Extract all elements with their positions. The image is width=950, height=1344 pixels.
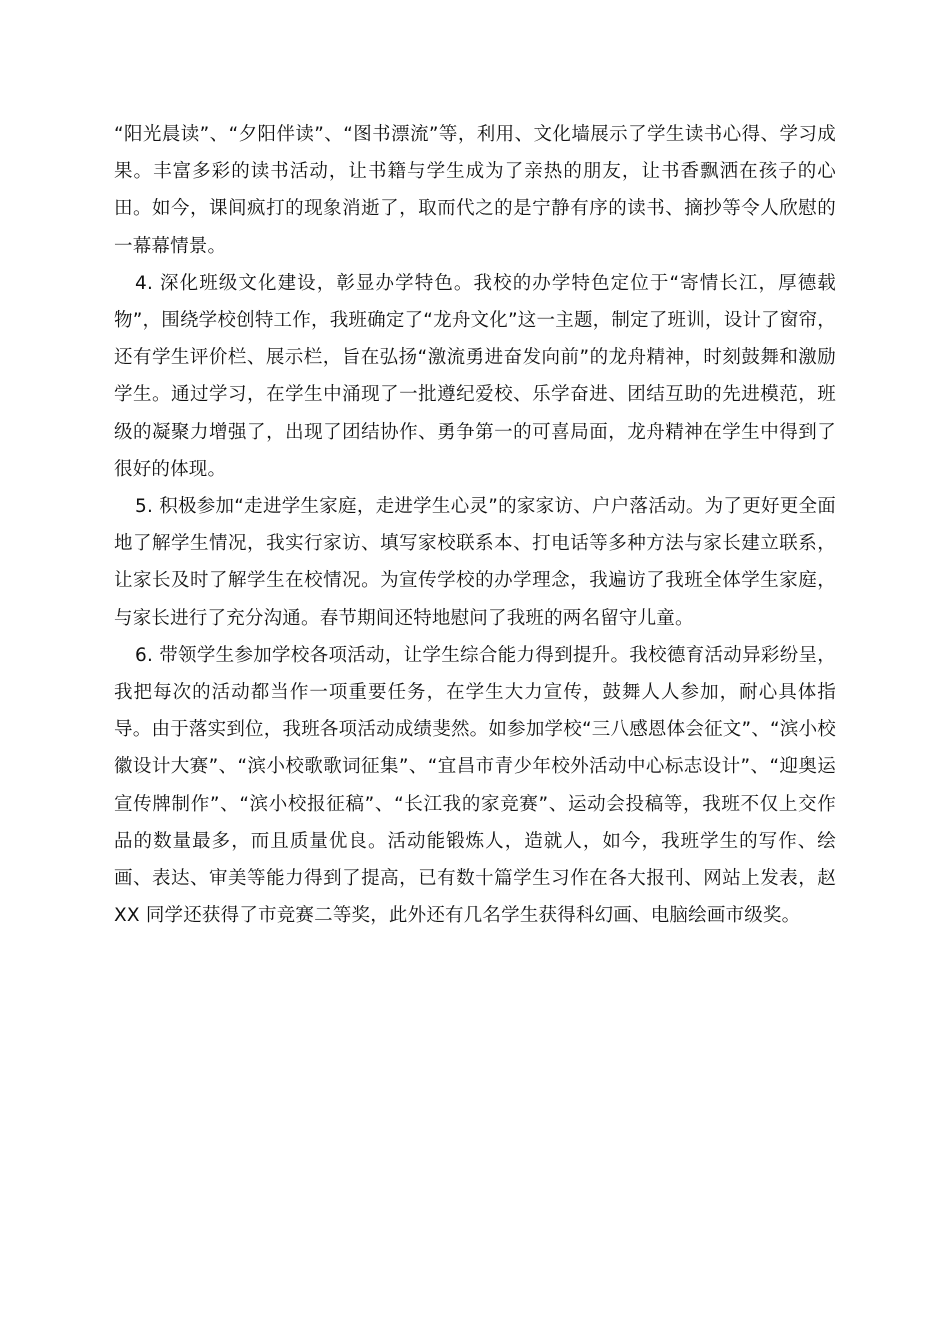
document-body — [114, 116, 836, 934]
paragraph-reading-activities: “阳光晨读”、“夕阳伴读”、“图书漂流”等，利用、文化墙展示了学生读书心得、学习成果。丰富多彩的读书活动，让书籍与学生成为了亲热的朋友，让书香飘洒在孩子的心田。如今，课间疯打的现象消逝了，取而代之的是宁静有序的读书、摘抄等令人欣慰的一幕幕情景。 — [114, 124, 836, 257]
paragraph-class-culture: 4. 深化班级文化建设，彰显办学特色。我校的办学特色定位于“寄情长江，厚德载物”，围绕学校创特工作，我班确定了“龙舟文化”这一主题，制定了班训，设计了窗帘，还有学生评价栏、展示栏，旨在弘扬“激流勇进奋发向前”的龙舟精神，时刻鼓舞和激励学生。通过学习，在学生中涌现了一批遵纪爱校、乐学奋进、团结互助的先进模范，班级的凝聚力增强了，出现了团结协作、勇争第一的可喜局面，龙舟精神在学生中得到了很好的体现。 — [114, 272, 836, 480]
paragraph-school-activities: 6. 带领学生参加学校各项活动，让学生综合能力得到提升。我校德育活动异彩纷呈，我把每次的活动都当作一项重要任务，在学生大力宣传，鼓舞人人参加，耐心具体指导。由于落实到位，我班各项活动成绩斐然。如参加学校“三八感恩体会征文”、“滨小校徽设计大赛”、“滨小校歌歌词征集”、“宜昌市青少年校外活动中心标志设计”、“迎奥运宣传牌制作”、“滨小校报征稿”、“长江我的家竞赛”、运动会投稿等，我班不仅上交作品的数量最多，而且质量优良。活动能锻炼人，造就人，如今，我班学生的写作、绘画、表达、审美等能力得到了提高，已有数十篇学生习作在各大报刊、网站上发表，赵 XX 同学还获得了市竞赛二等奖，此外还有几名学生获得科幻画、电脑绘画市级奖。 — [114, 644, 836, 927]
paragraph-home-visits: 5. 积极参加“走进学生家庭，走进学生心灵”的家家访、户户落活动。为了更好更全面地了解学生情况，我实行家访、填写家校联系本、打电话等多种方法与家长建立联系，让家长及时了解学生在校情况。为宣传学校的办学理念，我遍访了我班全体学生家庭，与家长进行了充分沟通。春节期间还特地慰问了我班的两名留守儿童。 — [114, 496, 836, 629]
